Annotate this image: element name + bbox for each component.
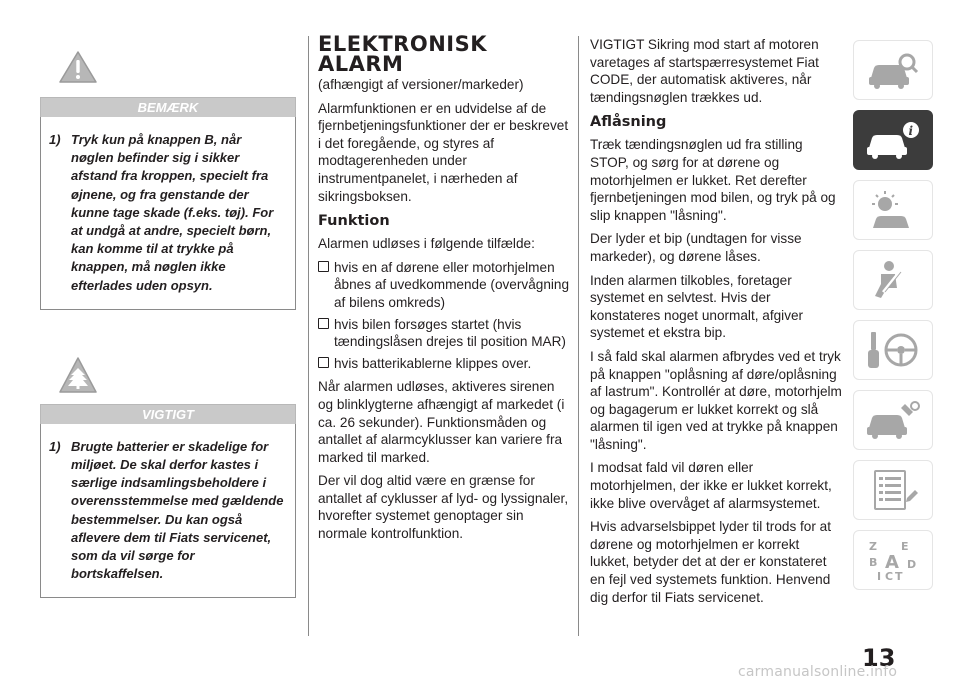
column-divider [308, 36, 309, 636]
seat-belt-icon [865, 258, 921, 302]
aflasning-paragraph-1: Træk tændingsnøglen ud fra stilling STOP, og sørg for at dørene og motorhjelmen er lukket. Ret derefter fjernbetjeningen mod bilen, og tryk på og slip knappen "låsning". [590, 137, 836, 223]
note-item-text: Brugte batterier er skadelige for miljøet. De skal derfor kastes i særlige indsamlingsbeholdere i overensstemmelse med gældende bestemmelser. Du kan også aflevere dem til Fiats servicenet, som da vil sørge for bortskaffelsen. [71, 438, 284, 582]
checkbox-bullet-icon [318, 318, 329, 329]
intro-paragraph: Alarmfunktionen er en udvidelse af de fjernbetjeningsfunktioner der er beskrevet i det foregående, og styres af modtagerenheden under instrumentpanelet, i nærheden af sikringsboksen. [318, 100, 569, 204]
alarm-column [318, 30, 570, 549]
car-service-icon [865, 398, 921, 442]
car-info-icon [865, 118, 921, 162]
index-letter: D [907, 558, 917, 571]
list-item-text: hvis batterikablerne klippes over. [334, 355, 532, 371]
watermark: carmanualsonline.info [738, 664, 898, 680]
document-list-icon [865, 468, 921, 512]
list-item-text: hvis en af dørene eller motorhjelmen åbnes af uvedkommende (overvågning af bilens omkreds) [334, 259, 570, 310]
checkbox-bullet-icon [318, 261, 329, 272]
trigger-list [318, 259, 570, 373]
aflasning-paragraph-4: I så fald skal alarmen afbrydes ved et tryk på knappen "oplåsning af døre/oplåsning af lastrum". Kontrollér at døre, motorhjelm og bagagerum er lukket korrekt og slå alarmen til igen ved at trykke på knappen "låsning". [590, 348, 842, 452]
note-box-vigtigt [40, 424, 296, 599]
heading-aflasning: Aflåsning [590, 114, 667, 131]
funktion-lead: Alarmen udløses i følgende tilfælde: [318, 236, 535, 252]
aflasning-paragraph-2: Der lyder et bip (undtagen for visse markeder), og dørene låses. [590, 231, 802, 264]
index-letter: B [869, 556, 878, 569]
car-search-icon [865, 48, 921, 92]
alphabet-index-icon [865, 538, 921, 582]
chapter-tab-key-steering[interactable] [853, 320, 933, 380]
chapter-tab-alphabet-index[interactable] [853, 530, 933, 590]
index-letter: I [877, 570, 882, 582]
note-item-text: Tryk kun på knappen B, når nøglen befinder sig i sikker afstand fra kroppen, specielt fra øjnene, og fra genstande der kunne tage skade (f.eks. tøj). For at undgå at andre, specielt børn, kan komme til at trykke på knappen, må nøglen ikke efterlades uden opsyn. [71, 132, 274, 293]
note-item [49, 438, 287, 584]
list-item [318, 259, 570, 312]
heading-funktion: Funktion [318, 213, 390, 230]
note-title-vigtigt: VIGTIGT [40, 404, 296, 424]
aflasning-paragraph-6: Hvis advarselsbippet lyder til trods for at dørene og motorhjelmen er korrekt lukket, betyder det at der er konstateret en fejl ved systemets funktion. Henvend dig derfor til Fiats servicenet. [590, 519, 832, 605]
chapter-tabs [853, 40, 931, 600]
funktion-paragraph-1: Når alarmen udløses, aktiveres sirenen og blinklygterne afhængigt af markedet (i ca. 26 sekunder). Funktionsmåden og antallet af alarmcyklusser kan variere fra marked til marked. [318, 379, 565, 465]
note-item-number: 1) [49, 438, 61, 454]
chapter-tab-document-list[interactable] [853, 460, 933, 520]
note-box-bemaerk [40, 117, 296, 310]
aflasning-paragraph-5: I modsat fald vil døren eller motorhjelmen, der ikke er lukket korrekt, ikke blive overvåget af alarmsystemet. [590, 460, 832, 511]
chapter-tab-car-service[interactable] [853, 390, 933, 450]
warning-triangle-icon [58, 50, 98, 84]
page-number: 13 [862, 644, 896, 672]
index-letter: A [885, 552, 899, 573]
section-title [318, 34, 570, 74]
note-item-number: 1) [49, 132, 61, 147]
vigtigt-paragraph: VIGTIGT Sikring mod start af motoren varetages af startspærresystemet Fiat CODE, der automatisk aktiveres, når tændingsnøglen trækkes ud. [590, 37, 819, 105]
section-subtitle: (afhængigt af versioner/markeder) [318, 77, 524, 92]
note-title-bemaerk: BEMÆRK [40, 97, 296, 117]
index-letter: Z [869, 540, 877, 553]
list-item-text: hvis bilen forsøges startet (hvis tændingslåsen drejes til position MAR) [334, 316, 566, 350]
key-steering-icon [865, 328, 921, 372]
list-item [318, 316, 570, 351]
column-divider [578, 36, 579, 636]
funktion-paragraph-2: Der vil dog altid være en grænse for antallet af cyklusser af lyd- og lyssignaler, hvorefter systemet genoptager sin normale kontrolfunktion. [318, 473, 569, 542]
chapter-tab-car-info[interactable] [853, 110, 933, 170]
svg-text:i: i [908, 124, 914, 138]
warning-lights-icon [865, 188, 921, 232]
index-letter: T [895, 570, 903, 582]
aflasning-paragraph-3: Inden alarmen tilkobles, foretager systemet en selvtest. Hvis der konstateres noget unormalt, afgiver systemet et ekstra bip. [590, 272, 804, 341]
section-title-line2: ALARM [318, 52, 404, 76]
aflasning-column [590, 36, 842, 612]
note-item [49, 131, 287, 295]
chapter-tab-seat-belt[interactable] [853, 250, 933, 310]
environment-recycle-icon [58, 356, 98, 396]
notes-column [40, 30, 296, 598]
index-letter: E [901, 540, 909, 553]
list-item [318, 355, 570, 373]
section-title-line1: ELEKTRONISK [318, 32, 487, 56]
chapter-tab-warning-lights[interactable] [853, 180, 933, 240]
checkbox-bullet-icon [318, 357, 329, 368]
index-letter: C [885, 570, 894, 582]
chapter-tab-car-search[interactable] [853, 40, 933, 100]
